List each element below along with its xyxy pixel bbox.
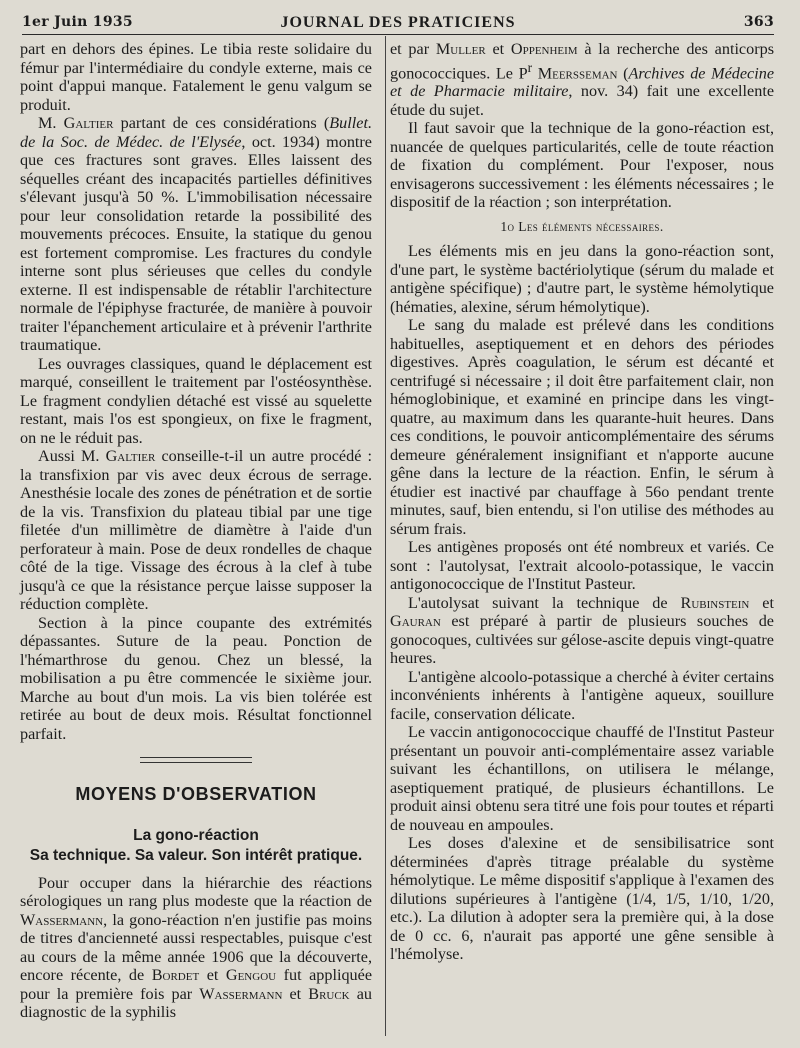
paragraph: Les éléments mis en jeu dans la gono-réaction sont, d'une part, le système bactériolytique (sérum du malade et antigène spécifique) ; d'autre part, le système hémolytique (hématies, alexine, sérum hémolytique). [390, 242, 774, 316]
header-journal-title: JOURNAL DES PRATICIENS [280, 14, 516, 31]
paragraph: Pour occuper dans la hiérarchie des réactions sérologiques un rang plus modeste que la réaction de Wassermann, la gono-réaction n'en justifie pas moins de titres d'ancienneté aussi respectables, puisque c'est au cours de la même année 1906 que la découverte, encore récente, de Bordet et Gengou fut appliquée pour la première fois par Wassermann et Bruck au diagnostic de la syphilis [20, 873, 373, 1021]
paragraph: Le sang du malade est prélevé dans les conditions habituelles, aseptiquement et en dehors des périodes digestives. Après coagulation, le sérum est décanté et centrifugé si nécessaire ; il doit être parfaitement clair, non hémoglobinique, et examiné en principe dans les vingt-quatre, au maximum dans les quarante-huit heures. Dans ces conditions, le pouvoir anticomplémentaire des sérums demeure généralement insignifiant et n'apporte aucune gêne dans la lecture de la réaction. Enfin, le sérum à étudier est inactivé par chauffage à 56o pendant trente minutes, sauf, bien entendu, si l'on utilise des méthodes au sérum frais. [390, 316, 774, 538]
author-name: Wassermann [199, 984, 283, 1003]
running-header [22, 12, 774, 35]
citation: Bullet. de la Soc. de Médec. de l'Elysée [20, 114, 372, 151]
author-name: Galtier [105, 447, 156, 465]
author-name: Rubinstein [680, 593, 750, 612]
author-name: Galtier [63, 114, 114, 132]
author-name: Gauran [390, 612, 441, 631]
author-name: Wassermann [20, 910, 104, 929]
paragraph: et par Muller et Oppenheim à la recherche des anticorps gonococciques. Le $P^r$ Meersseman (Archives de Médecine et de Pharmacie militaire, nov. 34) fait une excellente étude du sujet. [390, 40, 775, 119]
paragraph: Les doses d'alexine et de sensibilisatrice sont déterminées d'après titrage préalable du système hémolytique. Le même dispositif s'applique à l'examen des dilutions supérieures à l'antigène (1/4, 1/5, 1/10, 1/20, etc.). La dilution à adopter sera la première qui, à la dose de 0 cc. 6, n'aurait pas apporté une gêne sensible à l'hémolyse. [390, 834, 774, 964]
header-page-number: 363 [743, 14, 774, 30]
paragraph: M. Galtier partant de ces considérations (Bullet. de la Soc. de Médec. de l'Elysée, oct. 1934) montre que ces fractures sont graves. Elles laissent des séquelles créant des incapacités partielles définitives s'élevant jusqu'à 50 %. L'immobilisation nécessaire pour leur consolidation retarde la possibilité des mouvements précoces. Ensuite, la statique du genou est fortement compromise. Les fractures du condyle interne sont plus sérieuses que celles du condyle externe. Il est indispensable de rétablir l'architecture normale de l'épiphyse fracturée, de manière à pouvoir traiter l'épanchement articulaire et à prévenir l'arthrite traumatique. [20, 114, 372, 354]
paragraph: Il faut savoir que la technique de la gono-réaction est, nuancée de quelques particularités, celle de toute réaction de fixation du complément. Pour l'exposer, nous envisagerons successivement : les éléments nécessaires ; le dispositif de la réaction ; son interprétation. [390, 119, 774, 212]
author-name: Bordet [151, 966, 200, 984]
paragraph: Les ouvrages classiques, quand le déplacement est marqué, conseillent le traitement par l'ostéosynthèse. Le fragment condylien détaché est vissé au squelette restant, mais l'os est spongieux, on fixe le fragment, on ne le réduit pas. [20, 354, 372, 447]
article-subtitle: Sa technique. Sa valeur. Son intérêt pratique. [29, 846, 363, 864]
paragraph: part en dehors des épines. Le tibia reste solidaire du fémur par l'intermédiaire du condyle externe, mais ce point d'appui manque. Fatalement le genu valgum se produit. [20, 40, 372, 114]
paragraph: L'antigène alcoolo-potassique a cherché à éviter certains inconvénients inhérents à l'antigène aqueux, souillure facile, conservation délicate. [390, 667, 774, 723]
section-title: MOYENS D'OBSERVATION [75, 784, 317, 804]
paragraph: Section à la pince coupante des extrémités dépassantes. Suture de la peau. Ponction de l'hémarthrose du genou. Chez un blessé, la mobilisation a pu être commencée le sixième jour. Marche au bout d'un mois. La vis bien tolérée est retirée au bout de deux mois. Résultat fonctionnel parfait. [20, 613, 372, 743]
author-name: Oppenheim [510, 40, 578, 58]
column-divider [385, 36, 386, 1036]
citation: Archives de Médecine et de Pharmacie militaire [390, 63, 775, 101]
left-column [20, 40, 372, 1022]
section-separator [140, 757, 252, 763]
paragraph: L'autolysat suivant la technique de Rubinstein et Gauran est préparé à partir de plusieurs souches de gonocoques, cultivées sur gélose-ascite depuis vingt-quatre heures. [390, 593, 774, 668]
right-column [390, 40, 774, 964]
subheading: 1o Les éléments nécessaires. [500, 218, 664, 234]
paragraph: Aussi M. Galtier conseille-t-il un autre procédé : la transfixion par vis avec deux écrous de serrage. Anesthésie locale des zones de pénétration et de sortie de la vis. Transfixion du plateau tibial par une tige filetée d'un millimètre de diamètre à l'aide d'un perforateur à main. Pose de deux rondelles de chaque côté de la tige. Vissage des écrous à la clef à tube jusqu'à ce que la résistance perçue laisse supposer la réduction complète. [20, 447, 372, 613]
paragraph: Le vaccin antigonococcique chauffé de l'Institut Pasteur présentant un pouvoir anti-complémentaire assez variable suivant les échantillons, on utilisera le mélange, aseptiquement pratiqué, de plusieurs échantillons. Le produit ainsi obtenu sera titré une fois pour toutes et réparti de nouveau en ampoules. [390, 723, 774, 834]
paragraph: Les antigènes proposés ont été nombreux et variés. Ce sont : l'autolysat, l'extrait alcoolo-potassique, le vaccin antigonococcique de l'Institut Pasteur. [390, 538, 774, 594]
author-name: Bruck [308, 984, 350, 1003]
author-name: Meersseman [532, 63, 618, 82]
article-title: La gono-réaction [133, 826, 259, 844]
author-name: Muller [435, 40, 486, 58]
header-date: 1er Juin 1935 [22, 14, 133, 30]
author-name: Gengou [225, 966, 277, 984]
